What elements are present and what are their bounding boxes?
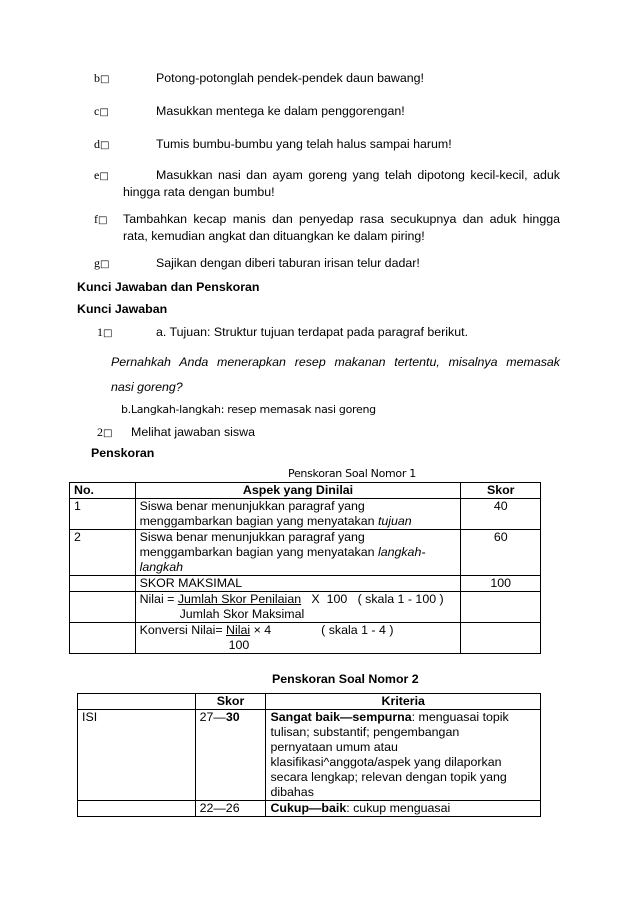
cell-text: menggambarkan bagian yang menyatakan — [139, 545, 378, 559]
missing-glyph-icon: □ — [100, 74, 110, 85]
formula-numerator: Jumlah Skor Penilaian — [177, 592, 302, 606]
cell-line — [140, 514, 457, 529]
step-text: Sajikan dengan diberi taburan irisan telur dadar! — [156, 256, 420, 270]
formula-scale: ( skala 1 - 4 ) — [321, 623, 394, 637]
cell-line: dibahas — [270, 785, 314, 799]
cell-strong: 30 — [225, 710, 240, 724]
quote-text: Pernahkah Anda menerapkan resep makanan tertentu, misalnya memasak — [111, 355, 560, 369]
cell-aspek — [135, 499, 461, 530]
cell-emphasis: langkah- — [377, 545, 426, 559]
section-heading: Penskoran — [91, 446, 155, 460]
table-row — [78, 801, 541, 817]
formula-denominator: Jumlah Skor Maksimal — [179, 607, 305, 621]
header-skor: Skor — [195, 694, 266, 710]
list-marker: g — [94, 256, 100, 270]
cell-max-label: SKOR MAKSIMAL — [135, 576, 461, 592]
list-marker: 1 — [97, 325, 103, 339]
list-marker: d — [94, 137, 100, 151]
table-row-konversi — [70, 623, 541, 654]
formula-line — [140, 623, 457, 638]
step-text: Tambahkan kecap manis dan penyedap rasa secukupnya dan aduk hingga — [123, 212, 560, 226]
list-item — [94, 104, 109, 119]
list-item — [94, 137, 109, 152]
cell-line: Siswa benar menunjukkan paragraf yang — [139, 530, 365, 544]
cell-max-skor: 100 — [461, 576, 541, 592]
cell-line — [270, 710, 536, 725]
cell-empty — [78, 801, 196, 817]
table-row — [78, 710, 541, 801]
cell-no: 1 — [70, 499, 136, 530]
header-no: No. — [70, 483, 136, 499]
cell-empty — [70, 592, 136, 623]
cell-skor — [195, 710, 266, 801]
cell-nilai — [135, 592, 461, 623]
cell-emphasis: langkah — [139, 560, 183, 574]
cell-skor: 22—26 — [195, 801, 266, 817]
list-marker: f — [94, 212, 98, 226]
score-table-2 — [77, 693, 541, 817]
answer-marker — [97, 325, 112, 340]
cell-kriteria — [266, 710, 541, 801]
list-marker: 2 — [97, 425, 103, 439]
header-skor: Skor — [461, 483, 541, 499]
cell-line: Siswa benar menunjukkan paragraf yang — [139, 499, 365, 513]
missing-glyph-icon: □ — [103, 428, 113, 439]
cell-empty — [70, 623, 136, 654]
table-row-nilai — [70, 592, 541, 623]
cell-aspek — [135, 530, 461, 576]
cell-strong: Sangat baik—sempurna — [270, 710, 412, 724]
missing-glyph-icon: □ — [100, 140, 110, 151]
cell-empty — [461, 623, 541, 654]
cell-konversi — [135, 623, 461, 654]
missing-glyph-icon: □ — [99, 107, 109, 118]
step-text: Tumis bumbu-bumbu yang telah halus sampai harum! — [156, 137, 452, 151]
answer-text: a. Tujuan: Struktur tujuan terdapat pada paragraf berikut. — [156, 325, 469, 339]
cell-line: klasifikasi^anggota/aspek yang dilaporkan — [270, 755, 502, 769]
formula-numerator: Nilai — [226, 623, 251, 637]
answer-text: Melihat jawaban siswa — [131, 425, 255, 439]
cell-line: secara lengkap; relevan dengan topik yang — [270, 770, 507, 784]
header-empty — [78, 694, 196, 710]
cell-text: : cukup menguasai — [346, 801, 451, 815]
answer-marker — [97, 425, 112, 440]
section-heading: Kunci Jawaban — [77, 302, 168, 316]
list-marker: c — [94, 104, 100, 118]
list-item — [94, 212, 107, 227]
cell-empty — [70, 576, 136, 592]
missing-glyph-icon: □ — [100, 259, 110, 270]
cell-line — [140, 545, 457, 560]
answer-langkah: b.Langkah-langkah: resep memasak nasi goreng — [121, 403, 376, 416]
list-marker: e — [94, 168, 100, 182]
score-table-1 — [69, 482, 541, 654]
cell-label: ISI — [78, 710, 196, 801]
cell-line: pernyataan umum atau — [270, 740, 398, 754]
cell-kriteria — [266, 801, 541, 817]
table-header-row — [70, 483, 541, 499]
cell-text: menggambarkan bagian yang menyatakan — [139, 514, 378, 528]
list-marker: b — [94, 71, 100, 85]
cell-emphasis: tujuan — [377, 514, 412, 528]
step-text: Masukkan mentega ke dalam penggorengan! — [156, 104, 405, 118]
step-text-continued: hingga rata dengan bumbu! — [123, 185, 275, 199]
cell-no: 2 — [70, 530, 136, 576]
formula-text: Konversi Nilai= — [139, 623, 227, 637]
missing-glyph-icon: □ — [103, 328, 113, 339]
formula-denominator: 100 — [228, 638, 250, 652]
section-heading: Kunci Jawaban dan Penskoran — [77, 280, 260, 294]
cell-skor: 60 — [461, 530, 541, 576]
table-caption: Penskoran Soal Nomor 2 — [272, 672, 419, 686]
list-item — [94, 256, 109, 271]
step-text: Potong-potonglah pendek-pendek daun bawang! — [156, 71, 424, 85]
missing-glyph-icon: □ — [99, 171, 109, 182]
table-header-row — [78, 694, 541, 710]
table-row — [70, 499, 541, 530]
formula-text: X 100 ( skala 1 - 100 ) — [301, 592, 444, 606]
header-aspek: Aspek yang Dinilai — [135, 483, 461, 499]
table-caption: Penskoran Soal Nomor 1 — [288, 467, 416, 480]
cell-line: tulisan; substantif; pengembangan — [270, 725, 460, 739]
formula-text: × 4 — [250, 623, 272, 637]
list-item — [94, 71, 109, 86]
cell-text: 27— — [199, 710, 226, 724]
list-item — [94, 168, 109, 183]
step-text: Masukkan nasi dan ayam goreng yang telah dipotong kecil-kecil, aduk — [156, 168, 560, 182]
formula-line — [140, 592, 457, 607]
step-text-continued: rata, kemudian angkat dan dituangkan ke dalam piring! — [123, 229, 425, 243]
formula-text: Nilai = — [139, 592, 178, 606]
table-row-max — [70, 576, 541, 592]
cell-text: : menguasai topik — [411, 710, 509, 724]
quote-text-continued: nasi goreng? — [111, 380, 183, 394]
cell-skor: 40 — [461, 499, 541, 530]
header-kriteria: Kriteria — [266, 694, 541, 710]
missing-glyph-icon: □ — [98, 215, 108, 226]
cell-strong: Cukup—baik — [270, 801, 347, 815]
cell-empty — [461, 592, 541, 623]
table-row — [70, 530, 541, 576]
